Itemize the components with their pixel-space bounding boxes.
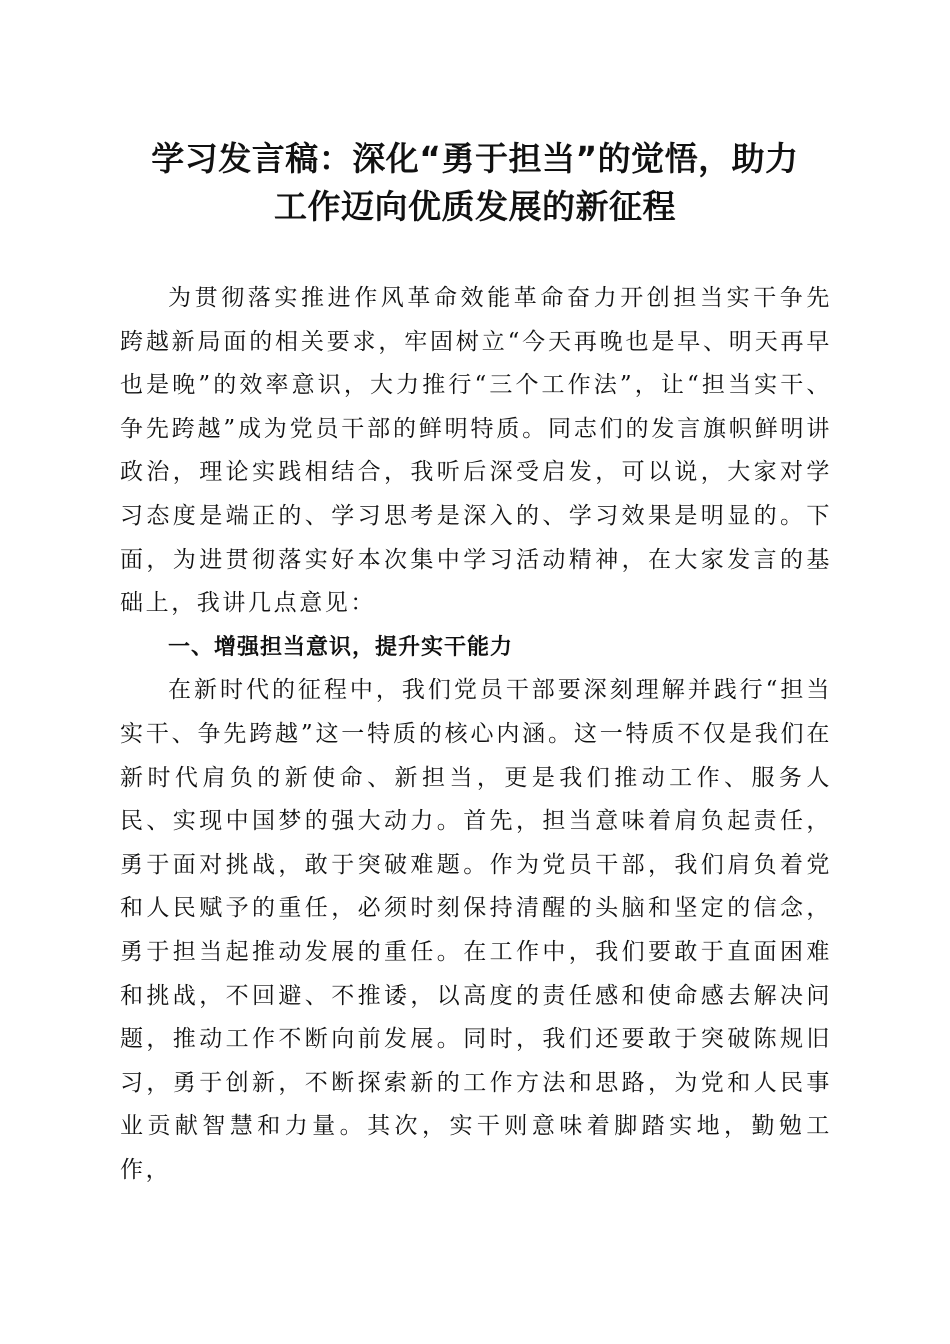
title-line-1: 学习发言稿：深化“勇于担当”的觉悟，助力	[151, 139, 799, 178]
document-body	[120, 277, 832, 1192]
title-line-2: 工作迈向优质发展的新征程	[274, 187, 676, 226]
section-1-paragraph: 在新时代的征程中，我们党员干部要深刻理解并践行“担当实干、争先跨越”这一特质的核心内涵。这一特质不仅是我们在新时代肩负的新使命、新担当，更是我们推动工作、服务人民、实现中国梦的强大动力。首先，担当意味着肩负起责任，勇于面对挑战，敢于突破难题。作为党员干部，我们肩负着党和人民赋予的重任，必须时刻保持清醒的头脑和坚定的信念，勇于担当起推动发展的重任。在工作中，我们要敢于直面困难和挑战，不回避、不推诿，以高度的责任感和使命感去解决问题，推动工作不断向前发展。同时，我们还要敢于突破陈规旧习，勇于创新，不断探索新的工作方法和思路，为党和人民事业贡献智慧和力量。其次，实干则意味着脚踏实地，勤勉工作，	[120, 677, 832, 1183]
document-title	[100, 135, 850, 231]
section-heading-1: 一、增强担当意识，提升实干能力	[168, 634, 514, 660]
intro-paragraph: 为贯彻落实推进作风革命效能革命奋力开创担当实干争先跨越新局面的相关要求，牢固树立“今天再晚也是早、明天再早也是晚”的效率意识，大力推行“三个工作法”，让“担当实干、争先跨越”成为党员干部的鲜明特质。同志们的发言旗帜鲜明讲政治，理论实践相结合，我听后深受启发，可以说，大家对学习态度是端正的、学习思考是深入的、学习效果是明显的。下面，为进贯彻落实好本次集中学习活动精神，在大家发言的基础上，我讲几点意见：	[120, 285, 832, 617]
